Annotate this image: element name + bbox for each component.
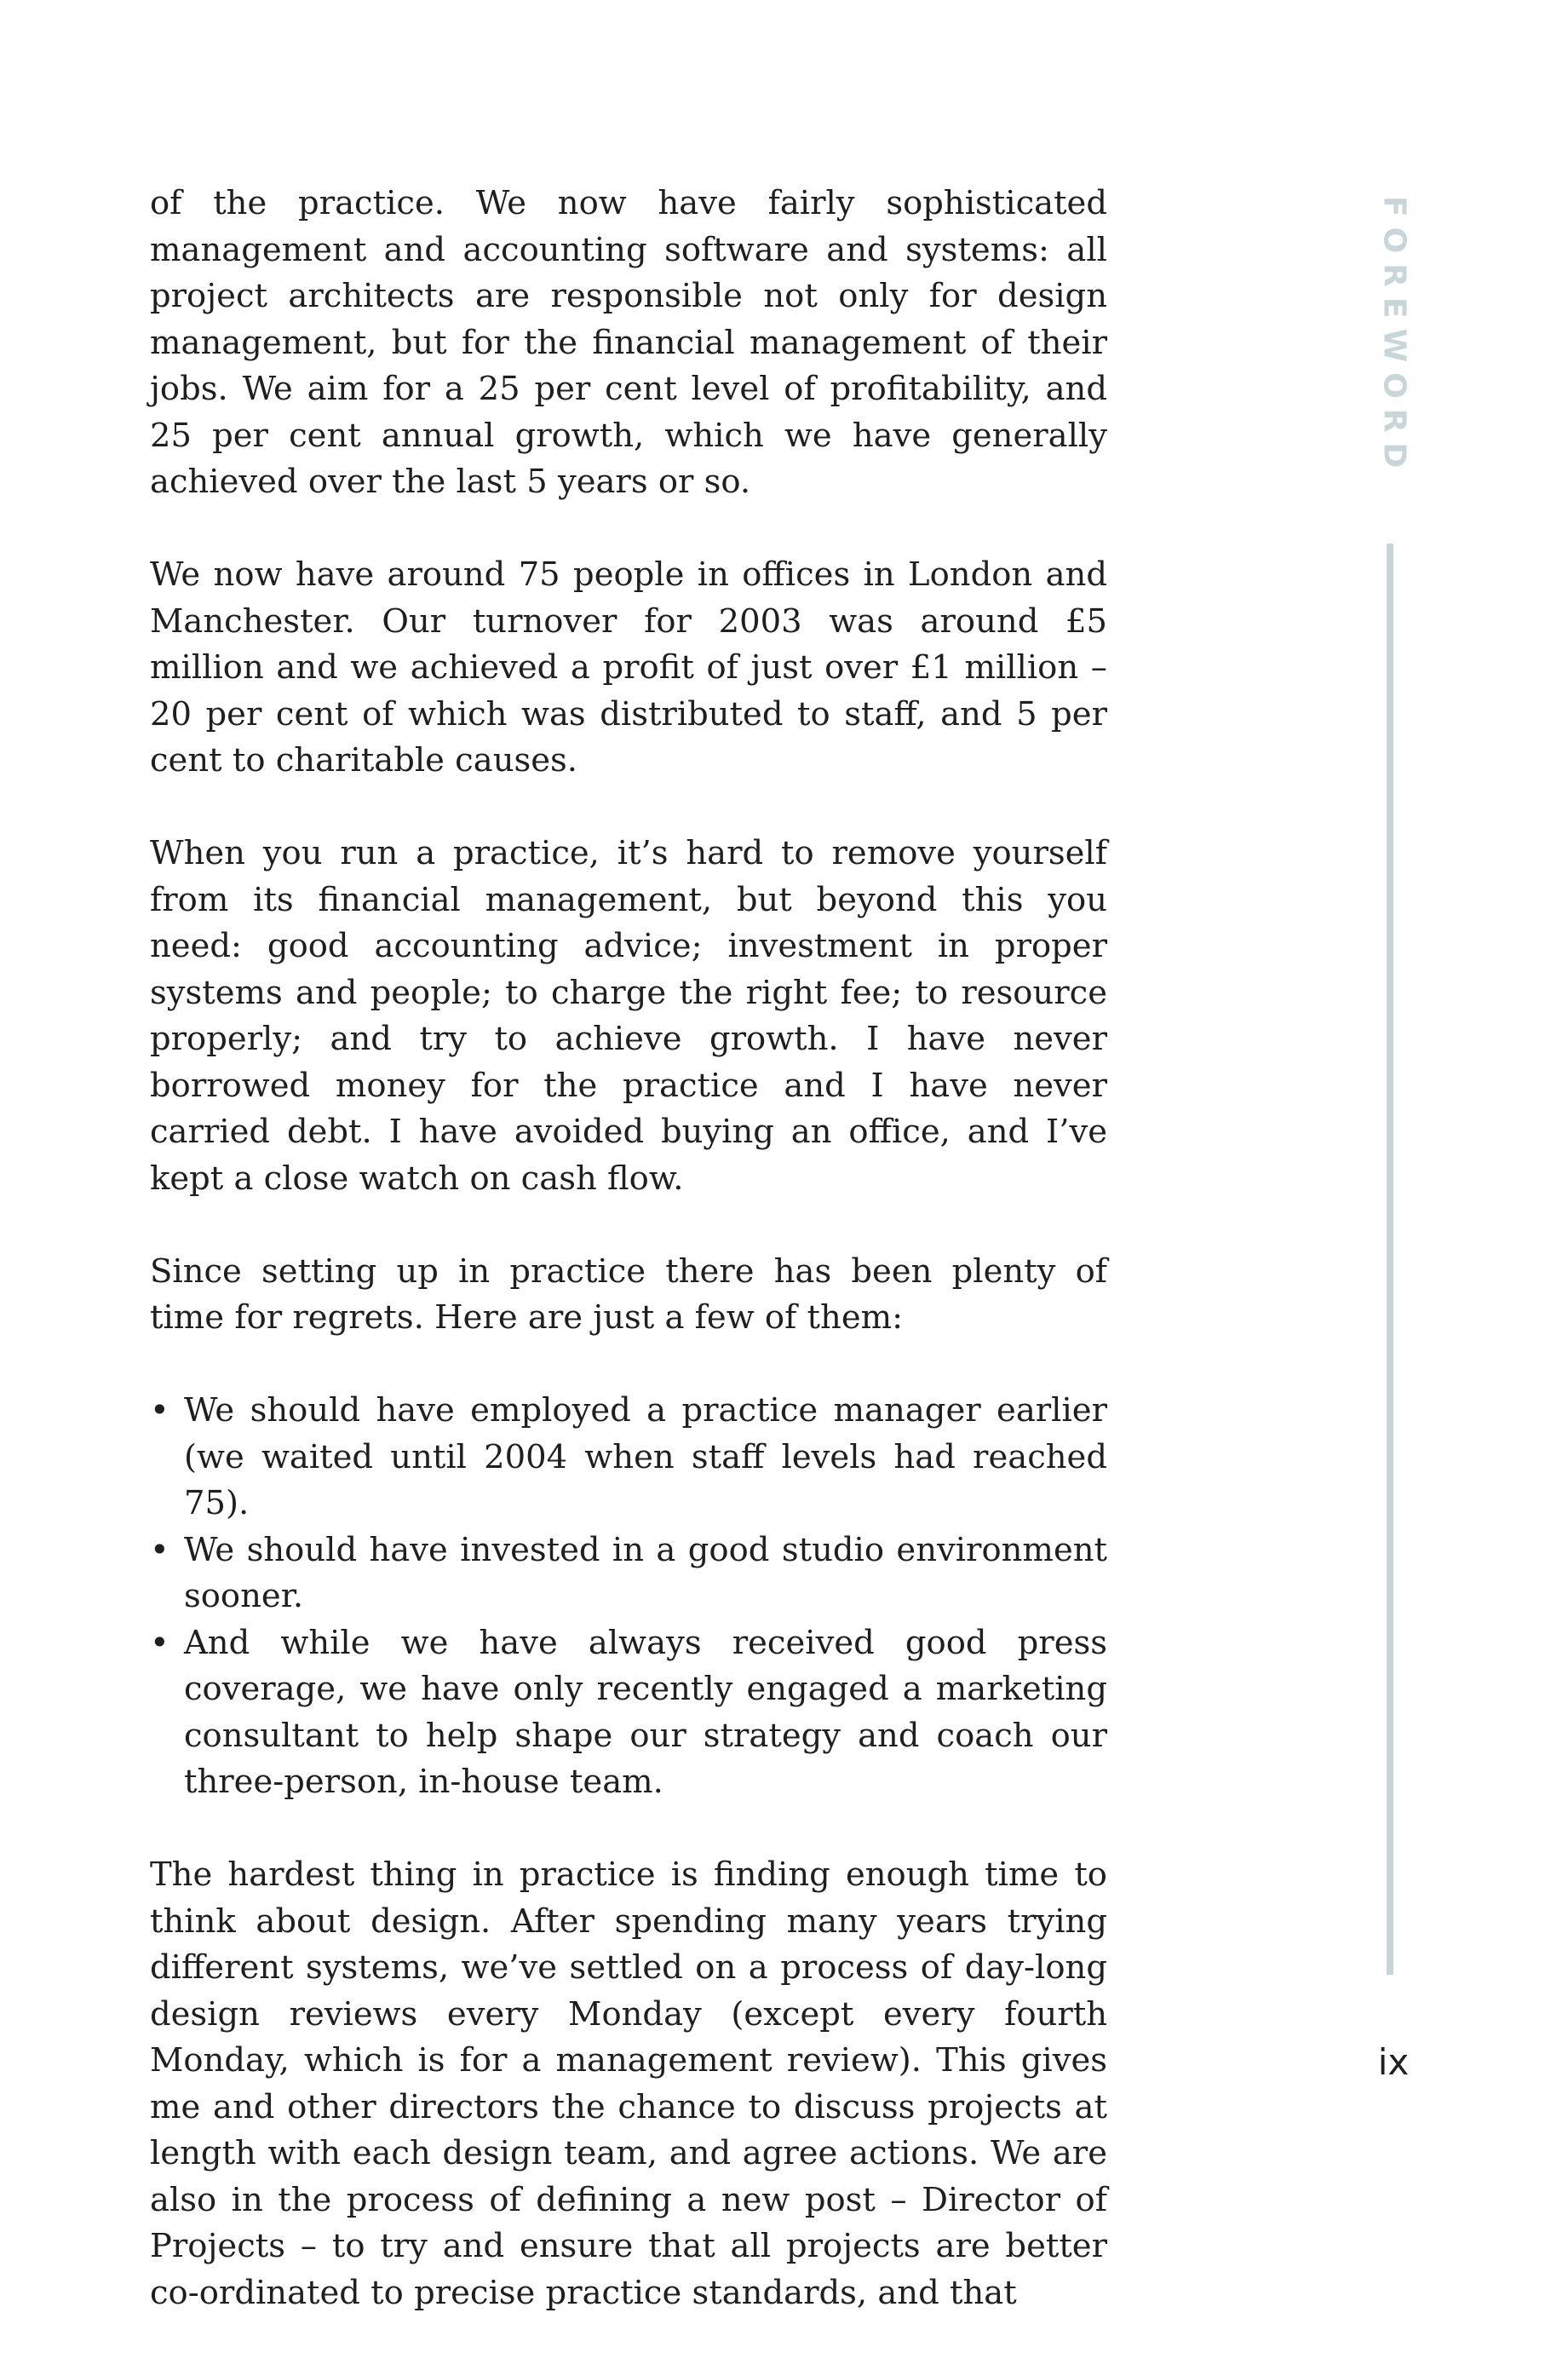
paragraph: When you run a practice, it’s hard to remove yourself from its financial management, but beyond this you need: good accounting advice; investment in proper systems and people; to charge the right fee; to resource properly; and try to achieve growth. I have never borrowed money for the practice and I have never carried debt. I have avoided buying an office, and I’ve kept a close watch on cash flow. <box>150 834 1107 1198</box>
paragraph: Since setting up in practice there has been plenty of time for regrets. Here are just a few of them: <box>150 1251 1107 1337</box>
bullet-icon: • <box>150 1623 169 1662</box>
paragraph: We now have around 75 people in offices in London and Manchester. Our turnover for 2003 was around £5 million and we achieved a profit of just over £1 million – 20 per cent of which was distributed to staff, and 5 per cent to charitable causes. <box>150 555 1107 780</box>
regrets-list <box>150 1388 1107 1806</box>
paragraph: The hardest thing in practice is finding enough time to think about design. After spending many years trying different systems, we’ve settled on a process of day-long design reviews every Monday (except every fourth Monday, which is for a management review). This gives me and other directors the chance to discuss projects at length with each design team, and agree actions. We are also in the process of defining a new post – Director of Projects – to try and ensure that all projects are better co-ordinated to precise practice standards, and that <box>150 1855 1107 2312</box>
body-text <box>150 181 1107 2316</box>
list-item <box>150 1388 1107 1527</box>
list-item-text: We should have invested in a good studio environment sooner. <box>184 1530 1107 1615</box>
bullet-icon: • <box>150 1391 169 1430</box>
list-item-text: And while we have always received good press coverage, we have only recently engaged a marketing consultant to help shape our strategy and coach our three-person, in-house team. <box>184 1623 1107 1801</box>
section-label-text: FOREWORD <box>1376 196 1412 479</box>
section-label <box>1373 196 1416 478</box>
section-rule <box>1387 544 1393 1975</box>
list-item <box>150 1527 1107 1620</box>
list-item-text: We should have employed a practice manager earlier (we waited until 2004 when staff levels had reached 75). <box>184 1391 1107 1522</box>
paragraph: of the practice. We now have fairly sophisticated management and accounting software and systems: all project architects are responsible not only for design management, but for the financial management of their jobs. We aim for a 25 per cent level of profitability, and 25 per cent annual growth, which we have generally achieved over the last 5 years or so. <box>150 184 1107 501</box>
list-item <box>150 1620 1107 1806</box>
bullet-icon: • <box>150 1530 169 1569</box>
page-number: ix <box>1377 2041 1410 2083</box>
